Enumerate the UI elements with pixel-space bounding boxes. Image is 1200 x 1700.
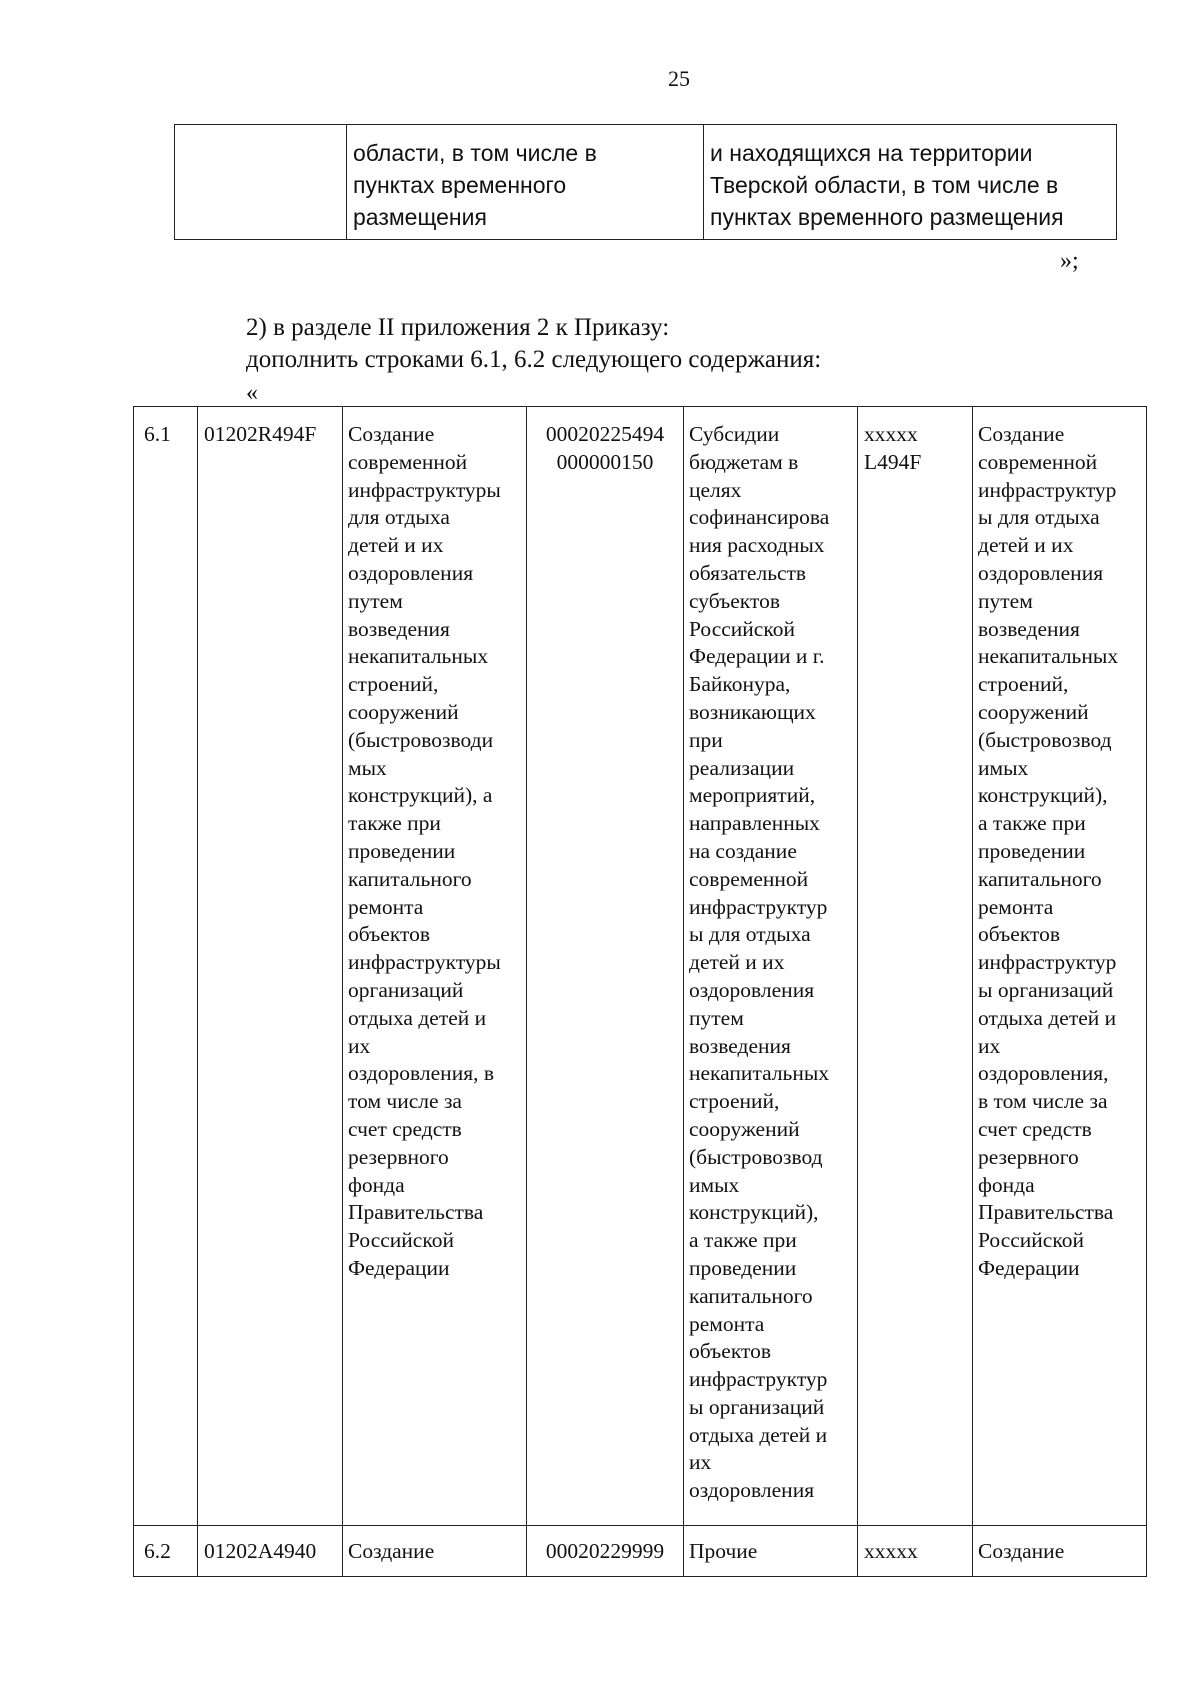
table-row [134,1526,1147,1577]
table-cell: области, в том числе в пунктах временного размещения [347,125,704,240]
opening-quote: « [246,380,258,406]
name-cell: Создание [343,1526,527,1577]
amendment-table [133,406,1147,1577]
kbk-cell: 00020225494 000000150 [527,407,684,1526]
table-cell: и находящихся на территории Тверской области, в том числе в пунктах временного размещения [704,125,1117,240]
row-number-cell: 6.2 [134,1526,198,1577]
name-cell: Создание современной инфраструктуры для отдыха детей и их оздоровления путем возведения некапитальных строений, сооружений (быстровозводи мых конструкций), а также при проведении капитального ремонта объектов инфраструктуры организаций отдыха детей и их оздоровления, в том числе за счет средств резервного фонда Правительства Российской Федерации [343,407,527,1526]
code-cell: 01202R494F [198,407,343,1526]
table-cell [175,125,347,240]
table-row [175,125,1117,240]
type-cell: xxxxx [858,1526,973,1577]
closing-quote: »; [1060,248,1079,274]
goal-cell: Создание современной инфраструктур ы для отдыха детей и их оздоровления путем возведения некапитальных строений, сооружений (быстровозвод имых конструкций), а также при проведении капитального ремонта объектов инфраструктур ы организаций отдыха детей и их оздоровления, в том числе за счет средств резервного фонда Правительства Российской Федерации [973,407,1147,1526]
table-row [134,407,1147,1526]
code-cell: 01202A4940 [198,1526,343,1577]
amendment-paragraph-line: 2) в разделе II приложения 2 к Приказу: [246,314,670,341]
goal-cell: Создание [973,1526,1147,1577]
kbk-cell: 00020229999 [527,1526,684,1577]
income-cell: Субсидии бюджетам в целях софинансирова ния расходных обязательств субъектов Российской Федерации и г. Байконура, возникающих при реализации мероприятий, направленных на создание современной инфраструктур ы для отдыха детей и их оздоровления путем возведения некапитальных строений, сооружений (быстровозвод имых конструкций), а также при проведении капитального ремонта объектов инфраструктур ы организаций отдыха детей и их оздоровления [684,407,858,1526]
income-cell: Прочие [684,1526,858,1577]
amendment-paragraph-line: дополнить строками 6.1, 6.2 следующего содержания: [246,346,822,373]
row-number-cell: 6.1 [134,407,198,1526]
page-number: 25 [668,66,690,91]
continued-table-fragment [174,124,1117,240]
type-cell: xxxxx L494F [858,407,973,1526]
